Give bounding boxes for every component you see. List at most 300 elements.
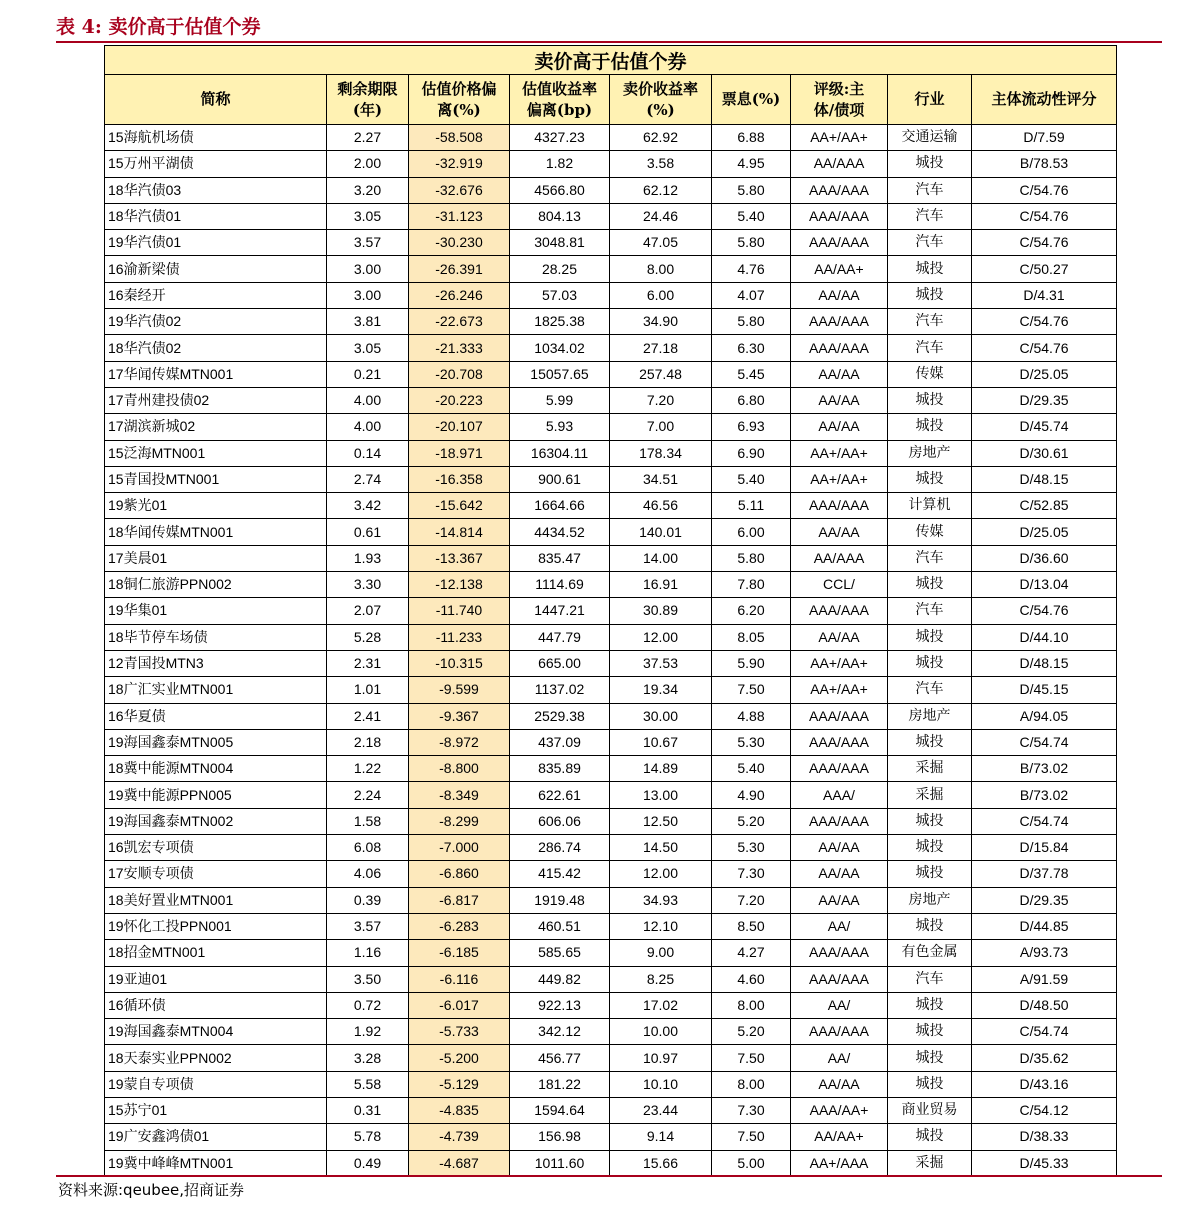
cell-yield-deviation: 28.25 — [510, 256, 610, 282]
cell-liquidity-score: D/29.35 — [972, 887, 1117, 913]
cell-liquidity-score: C/50.27 — [972, 256, 1117, 282]
cell-ask-yield: 9.00 — [610, 940, 712, 966]
cell-industry: 汽车 — [888, 203, 972, 229]
cell-remaining-term: 3.20 — [327, 177, 409, 203]
cell-coupon: 4.07 — [712, 282, 791, 308]
cell-coupon: 7.50 — [712, 677, 791, 703]
cell-price-deviation: -32.676 — [409, 177, 510, 203]
table-body — [105, 125, 1117, 1177]
table-row — [105, 282, 1117, 308]
cell-industry: 城投 — [888, 466, 972, 492]
cell-name: 15泛海MTN001 — [105, 440, 327, 466]
cell-remaining-term: 3.81 — [327, 309, 409, 335]
cell-rating: AA/AA — [791, 624, 888, 650]
cell-price-deviation: -26.391 — [409, 256, 510, 282]
cell-ask-yield: 62.92 — [610, 125, 712, 151]
cell-coupon: 5.80 — [712, 177, 791, 203]
cell-name: 15苏宁01 — [105, 1097, 327, 1123]
cell-industry: 汽车 — [888, 335, 972, 361]
cell-price-deviation: -6.860 — [409, 861, 510, 887]
cell-name: 18华闻传媒MTN001 — [105, 519, 327, 545]
cell-coupon: 5.30 — [712, 729, 791, 755]
cell-liquidity-score: D/48.15 — [972, 466, 1117, 492]
cell-liquidity-score: D/37.78 — [972, 861, 1117, 887]
cell-ask-yield: 15.66 — [610, 1150, 712, 1176]
cell-price-deviation: -5.200 — [409, 1045, 510, 1071]
table-row — [105, 650, 1117, 676]
cell-yield-deviation: 1.82 — [510, 151, 610, 177]
cell-ask-yield: 9.14 — [610, 1124, 712, 1150]
cell-price-deviation: -10.315 — [409, 650, 510, 676]
table-row — [105, 519, 1117, 545]
table-row — [105, 966, 1117, 992]
cell-liquidity-score: D/15.84 — [972, 835, 1117, 861]
cell-industry: 传媒 — [888, 519, 972, 545]
cell-ask-yield: 19.34 — [610, 677, 712, 703]
cell-yield-deviation: 437.09 — [510, 729, 610, 755]
cell-liquidity-score: D/48.50 — [972, 992, 1117, 1018]
cell-price-deviation: -30.230 — [409, 230, 510, 256]
cell-coupon: 6.20 — [712, 598, 791, 624]
cell-name: 18毕节停车场债 — [105, 624, 327, 650]
cell-coupon: 5.80 — [712, 309, 791, 335]
cell-name: 18美好置业MTN001 — [105, 887, 327, 913]
cell-coupon: 6.88 — [712, 125, 791, 151]
table-row — [105, 151, 1117, 177]
cell-ask-yield: 7.00 — [610, 414, 712, 440]
table-row — [105, 545, 1117, 571]
cell-coupon: 7.50 — [712, 1124, 791, 1150]
cell-price-deviation: -58.508 — [409, 125, 510, 151]
table-row — [105, 729, 1117, 755]
cell-remaining-term: 1.93 — [327, 545, 409, 571]
cell-rating: AAA/AAA — [791, 598, 888, 624]
table-row — [105, 440, 1117, 466]
cell-yield-deviation: 585.65 — [510, 940, 610, 966]
cell-yield-deviation: 1919.48 — [510, 887, 610, 913]
cell-coupon: 8.50 — [712, 913, 791, 939]
cell-name: 15万州平湖债 — [105, 151, 327, 177]
cell-name: 18华汽债02 — [105, 335, 327, 361]
cell-yield-deviation: 449.82 — [510, 966, 610, 992]
cell-remaining-term: 0.49 — [327, 1150, 409, 1176]
cell-ask-yield: 8.00 — [610, 256, 712, 282]
cell-liquidity-score: D/25.05 — [972, 519, 1117, 545]
table-row — [105, 1097, 1117, 1123]
cell-yield-deviation: 1594.64 — [510, 1097, 610, 1123]
cell-rating: AA+/AA+ — [791, 677, 888, 703]
cell-price-deviation: -6.116 — [409, 966, 510, 992]
cell-liquidity-score: D/36.60 — [972, 545, 1117, 571]
cell-remaining-term: 1.01 — [327, 677, 409, 703]
cell-yield-deviation: 1447.21 — [510, 598, 610, 624]
cell-remaining-term: 0.14 — [327, 440, 409, 466]
cell-remaining-term: 4.00 — [327, 414, 409, 440]
table-row — [105, 230, 1117, 256]
cell-rating: AAA/AAA — [791, 493, 888, 519]
header-col-remaining-term: 剩余期限 (年) — [327, 75, 409, 125]
cell-rating: AA/AA — [791, 387, 888, 413]
cell-rating: AA/ — [791, 913, 888, 939]
cell-liquidity-score: C/54.76 — [972, 598, 1117, 624]
cell-liquidity-score: C/54.76 — [972, 203, 1117, 229]
table-row — [105, 1019, 1117, 1045]
cell-ask-yield: 37.53 — [610, 650, 712, 676]
header-row — [105, 75, 1117, 125]
cell-price-deviation: -8.800 — [409, 756, 510, 782]
cell-remaining-term: 3.28 — [327, 1045, 409, 1071]
cell-remaining-term: 1.16 — [327, 940, 409, 966]
cell-industry: 城投 — [888, 1045, 972, 1071]
cell-coupon: 7.30 — [712, 1097, 791, 1123]
cell-rating: AA/AA+ — [791, 256, 888, 282]
cell-yield-deviation: 622.61 — [510, 782, 610, 808]
cell-ask-yield: 12.50 — [610, 808, 712, 834]
cell-remaining-term: 3.42 — [327, 493, 409, 519]
cell-liquidity-score: D/4.31 — [972, 282, 1117, 308]
cell-liquidity-score: B/73.02 — [972, 782, 1117, 808]
table-caption: 表 4: 卖价高于估值个券 — [56, 16, 261, 38]
cell-price-deviation: -7.000 — [409, 835, 510, 861]
cell-yield-deviation: 922.13 — [510, 992, 610, 1018]
cell-remaining-term: 6.08 — [327, 835, 409, 861]
cell-industry: 汽车 — [888, 598, 972, 624]
cell-name: 17湖滨新城02 — [105, 414, 327, 440]
cell-rating: AA/ — [791, 992, 888, 1018]
cell-rating: AA+/AA+ — [791, 650, 888, 676]
cell-name: 18冀中能源MTN004 — [105, 756, 327, 782]
table-row — [105, 835, 1117, 861]
cell-yield-deviation: 460.51 — [510, 913, 610, 939]
cell-yield-deviation: 804.13 — [510, 203, 610, 229]
cell-rating: AAA/AAA — [791, 203, 888, 229]
cell-name: 19亚迪01 — [105, 966, 327, 992]
cell-remaining-term: 0.31 — [327, 1097, 409, 1123]
cell-liquidity-score: C/54.76 — [972, 230, 1117, 256]
cell-rating: AAA/AAA — [791, 940, 888, 966]
cell-yield-deviation: 1011.60 — [510, 1150, 610, 1176]
cell-remaining-term: 2.18 — [327, 729, 409, 755]
cell-industry: 城投 — [888, 256, 972, 282]
table-row — [105, 256, 1117, 282]
cell-ask-yield: 14.00 — [610, 545, 712, 571]
cell-industry: 城投 — [888, 572, 972, 598]
cell-name: 19华汽债01 — [105, 230, 327, 256]
cell-name: 16秦经开 — [105, 282, 327, 308]
cell-liquidity-score: A/94.05 — [972, 703, 1117, 729]
cell-coupon: 7.80 — [712, 572, 791, 598]
cell-industry: 房地产 — [888, 703, 972, 729]
cell-price-deviation: -4.835 — [409, 1097, 510, 1123]
cell-yield-deviation: 286.74 — [510, 835, 610, 861]
cell-industry: 采掘 — [888, 782, 972, 808]
table-row — [105, 361, 1117, 387]
cell-remaining-term: 2.27 — [327, 125, 409, 151]
table-title: 卖价高于估值个券 — [105, 46, 1117, 75]
cell-name: 19海国鑫泰MTN002 — [105, 808, 327, 834]
cell-remaining-term: 2.00 — [327, 151, 409, 177]
table-row — [105, 466, 1117, 492]
cell-rating: AA/AA — [791, 361, 888, 387]
cell-industry: 汽车 — [888, 177, 972, 203]
cell-remaining-term: 3.50 — [327, 966, 409, 992]
cell-coupon: 8.05 — [712, 624, 791, 650]
cell-name: 18华汽债01 — [105, 203, 327, 229]
cell-yield-deviation: 2529.38 — [510, 703, 610, 729]
cell-ask-yield: 7.20 — [610, 387, 712, 413]
cell-price-deviation: -8.299 — [409, 808, 510, 834]
cell-industry: 汽车 — [888, 966, 972, 992]
cell-liquidity-score: A/91.59 — [972, 966, 1117, 992]
cell-rating: AA+/AA+ — [791, 466, 888, 492]
header-col-ask-yield: 卖价收益率 (%) — [610, 75, 712, 125]
cell-coupon: 6.30 — [712, 335, 791, 361]
cell-remaining-term: 2.07 — [327, 598, 409, 624]
cell-liquidity-score: D/35.62 — [972, 1045, 1117, 1071]
cell-rating: AAA/AA+ — [791, 1097, 888, 1123]
cell-name: 16凯宏专项债 — [105, 835, 327, 861]
cell-ask-yield: 30.89 — [610, 598, 712, 624]
cell-price-deviation: -20.708 — [409, 361, 510, 387]
cell-remaining-term: 2.31 — [327, 650, 409, 676]
cell-coupon: 8.00 — [712, 992, 791, 1018]
cell-industry: 城投 — [888, 729, 972, 755]
cell-name: 15海航机场债 — [105, 125, 327, 151]
cell-price-deviation: -16.358 — [409, 466, 510, 492]
table-row — [105, 177, 1117, 203]
cell-rating: AA/AA+ — [791, 1124, 888, 1150]
cell-yield-deviation: 5.93 — [510, 414, 610, 440]
cell-coupon: 5.30 — [712, 835, 791, 861]
cell-yield-deviation: 1034.02 — [510, 335, 610, 361]
table-row — [105, 677, 1117, 703]
cell-name: 19海国鑫泰MTN005 — [105, 729, 327, 755]
cell-liquidity-score: D/48.15 — [972, 650, 1117, 676]
cell-coupon: 7.50 — [712, 1045, 791, 1071]
cell-price-deviation: -12.138 — [409, 572, 510, 598]
cell-coupon: 4.27 — [712, 940, 791, 966]
cell-coupon: 4.76 — [712, 256, 791, 282]
cell-rating: AA/AA — [791, 835, 888, 861]
header-col-name: 简称 — [105, 75, 327, 125]
cell-liquidity-score: C/54.76 — [972, 177, 1117, 203]
cell-yield-deviation: 1664.66 — [510, 493, 610, 519]
cell-ask-yield: 10.10 — [610, 1071, 712, 1097]
table-row — [105, 861, 1117, 887]
header-col-rating: 评级:主 体/债项 — [791, 75, 888, 125]
cell-rating: AA+/AA+ — [791, 125, 888, 151]
header-col-yield-deviation: 估值收益率 偏离(bp) — [510, 75, 610, 125]
cell-ask-yield: 8.25 — [610, 966, 712, 992]
cell-remaining-term: 5.58 — [327, 1071, 409, 1097]
cell-rating: AA/AA — [791, 861, 888, 887]
cell-coupon: 5.80 — [712, 230, 791, 256]
cell-remaining-term: 3.05 — [327, 203, 409, 229]
cell-rating: AAA/AAA — [791, 309, 888, 335]
cell-yield-deviation: 4434.52 — [510, 519, 610, 545]
cell-industry: 城投 — [888, 1019, 972, 1045]
cell-remaining-term: 0.21 — [327, 361, 409, 387]
bond-table — [104, 45, 1117, 1177]
cell-name: 16循环债 — [105, 992, 327, 1018]
cell-ask-yield: 24.46 — [610, 203, 712, 229]
cell-yield-deviation: 1114.69 — [510, 572, 610, 598]
table-row — [105, 125, 1117, 151]
source-note: 资料来源:qeubee,招商证券 — [58, 1181, 245, 1199]
caption-divider — [56, 41, 1162, 43]
cell-price-deviation: -4.739 — [409, 1124, 510, 1150]
cell-coupon: 5.80 — [712, 545, 791, 571]
cell-rating: AAA/AAA — [791, 729, 888, 755]
cell-remaining-term: 4.00 — [327, 387, 409, 413]
cell-yield-deviation: 415.42 — [510, 861, 610, 887]
header-col-coupon: 票息(%) — [712, 75, 791, 125]
table-row — [105, 493, 1117, 519]
cell-price-deviation: -9.599 — [409, 677, 510, 703]
cell-name: 18招金MTN001 — [105, 940, 327, 966]
cell-ask-yield: 257.48 — [610, 361, 712, 387]
cell-yield-deviation: 57.03 — [510, 282, 610, 308]
cell-industry: 城投 — [888, 151, 972, 177]
cell-price-deviation: -9.367 — [409, 703, 510, 729]
cell-coupon: 6.93 — [712, 414, 791, 440]
cell-rating: AAA/AAA — [791, 177, 888, 203]
cell-liquidity-score: D/25.05 — [972, 361, 1117, 387]
cell-industry: 汽车 — [888, 309, 972, 335]
cell-price-deviation: -11.233 — [409, 624, 510, 650]
cell-liquidity-score: C/52.85 — [972, 493, 1117, 519]
table-row — [105, 913, 1117, 939]
cell-liquidity-score: C/54.74 — [972, 729, 1117, 755]
cell-coupon: 5.40 — [712, 466, 791, 492]
cell-liquidity-score: C/54.74 — [972, 808, 1117, 834]
cell-rating: AA/AAA — [791, 151, 888, 177]
cell-yield-deviation: 181.22 — [510, 1071, 610, 1097]
cell-name: 19广安鑫鸿债01 — [105, 1124, 327, 1150]
cell-remaining-term: 2.24 — [327, 782, 409, 808]
cell-remaining-term: 3.00 — [327, 282, 409, 308]
table-row — [105, 414, 1117, 440]
cell-industry: 采掘 — [888, 756, 972, 782]
cell-industry: 房地产 — [888, 440, 972, 466]
table-row — [105, 703, 1117, 729]
cell-liquidity-score: D/7.59 — [972, 125, 1117, 151]
cell-ask-yield: 140.01 — [610, 519, 712, 545]
cell-industry: 汽车 — [888, 545, 972, 571]
cell-remaining-term: 3.30 — [327, 572, 409, 598]
cell-price-deviation: -4.687 — [409, 1150, 510, 1176]
cell-liquidity-score: C/54.12 — [972, 1097, 1117, 1123]
table-row — [105, 387, 1117, 413]
cell-price-deviation: -14.814 — [409, 519, 510, 545]
cell-liquidity-score: B/73.02 — [972, 756, 1117, 782]
cell-coupon: 5.45 — [712, 361, 791, 387]
cell-ask-yield: 12.00 — [610, 624, 712, 650]
cell-rating: AAA/ — [791, 782, 888, 808]
footer-divider — [56, 1175, 1162, 1177]
cell-industry: 城投 — [888, 624, 972, 650]
cell-yield-deviation: 3048.81 — [510, 230, 610, 256]
header-col-price-deviation: 估值价格偏 离(%) — [409, 75, 510, 125]
header-col-industry: 行业 — [888, 75, 972, 125]
cell-remaining-term: 2.74 — [327, 466, 409, 492]
cell-name: 19华集01 — [105, 598, 327, 624]
cell-name: 19冀中峰峰MTN001 — [105, 1150, 327, 1176]
cell-name: 19怀化工投PPN001 — [105, 913, 327, 939]
table-row — [105, 782, 1117, 808]
cell-industry: 汽车 — [888, 677, 972, 703]
cell-name: 12青国投MTN3 — [105, 650, 327, 676]
cell-ask-yield: 10.97 — [610, 1045, 712, 1071]
cell-liquidity-score: D/30.61 — [972, 440, 1117, 466]
cell-yield-deviation: 15057.65 — [510, 361, 610, 387]
table-row — [105, 756, 1117, 782]
cell-price-deviation: -26.246 — [409, 282, 510, 308]
cell-ask-yield: 3.58 — [610, 151, 712, 177]
cell-price-deviation: -6.817 — [409, 887, 510, 913]
cell-industry: 计算机 — [888, 493, 972, 519]
cell-coupon: 4.88 — [712, 703, 791, 729]
cell-yield-deviation: 606.06 — [510, 808, 610, 834]
cell-yield-deviation: 835.89 — [510, 756, 610, 782]
cell-price-deviation: -6.185 — [409, 940, 510, 966]
cell-industry: 城投 — [888, 861, 972, 887]
cell-rating: AA+/AA+ — [791, 440, 888, 466]
cell-liquidity-score: D/38.33 — [972, 1124, 1117, 1150]
cell-remaining-term: 0.39 — [327, 887, 409, 913]
cell-rating: AA/ — [791, 1045, 888, 1071]
cell-yield-deviation: 665.00 — [510, 650, 610, 676]
cell-price-deviation: -20.223 — [409, 387, 510, 413]
cell-price-deviation: -21.333 — [409, 335, 510, 361]
cell-coupon: 4.90 — [712, 782, 791, 808]
cell-name: 19紫光01 — [105, 493, 327, 519]
header-col-liquidity-score: 主体流动性评分 — [972, 75, 1117, 125]
cell-remaining-term: 2.41 — [327, 703, 409, 729]
cell-rating: AAA/AAA — [791, 1019, 888, 1045]
cell-coupon: 7.20 — [712, 887, 791, 913]
cell-name: 17青州建投债02 — [105, 387, 327, 413]
cell-coupon: 5.90 — [712, 650, 791, 676]
cell-name: 16渝新梁债 — [105, 256, 327, 282]
cell-liquidity-score: D/44.85 — [972, 913, 1117, 939]
cell-industry: 商业贸易 — [888, 1097, 972, 1123]
cell-yield-deviation: 835.47 — [510, 545, 610, 571]
cell-coupon: 5.00 — [712, 1150, 791, 1176]
cell-industry: 汽车 — [888, 230, 972, 256]
cell-yield-deviation: 1825.38 — [510, 309, 610, 335]
cell-liquidity-score: D/45.74 — [972, 414, 1117, 440]
cell-remaining-term: 5.28 — [327, 624, 409, 650]
cell-yield-deviation: 447.79 — [510, 624, 610, 650]
cell-price-deviation: -13.367 — [409, 545, 510, 571]
table-row — [105, 1071, 1117, 1097]
cell-ask-yield: 13.00 — [610, 782, 712, 808]
cell-remaining-term: 1.22 — [327, 756, 409, 782]
cell-remaining-term: 5.78 — [327, 1124, 409, 1150]
cell-coupon: 5.11 — [712, 493, 791, 519]
cell-ask-yield: 34.93 — [610, 887, 712, 913]
cell-coupon: 5.20 — [712, 1019, 791, 1045]
cell-liquidity-score: D/29.35 — [972, 387, 1117, 413]
cell-liquidity-score: A/93.73 — [972, 940, 1117, 966]
cell-name: 18天泰实业PPN002 — [105, 1045, 327, 1071]
cell-ask-yield: 47.05 — [610, 230, 712, 256]
cell-ask-yield: 23.44 — [610, 1097, 712, 1123]
cell-industry: 城投 — [888, 835, 972, 861]
cell-industry: 采掘 — [888, 1150, 972, 1176]
cell-industry: 城投 — [888, 282, 972, 308]
